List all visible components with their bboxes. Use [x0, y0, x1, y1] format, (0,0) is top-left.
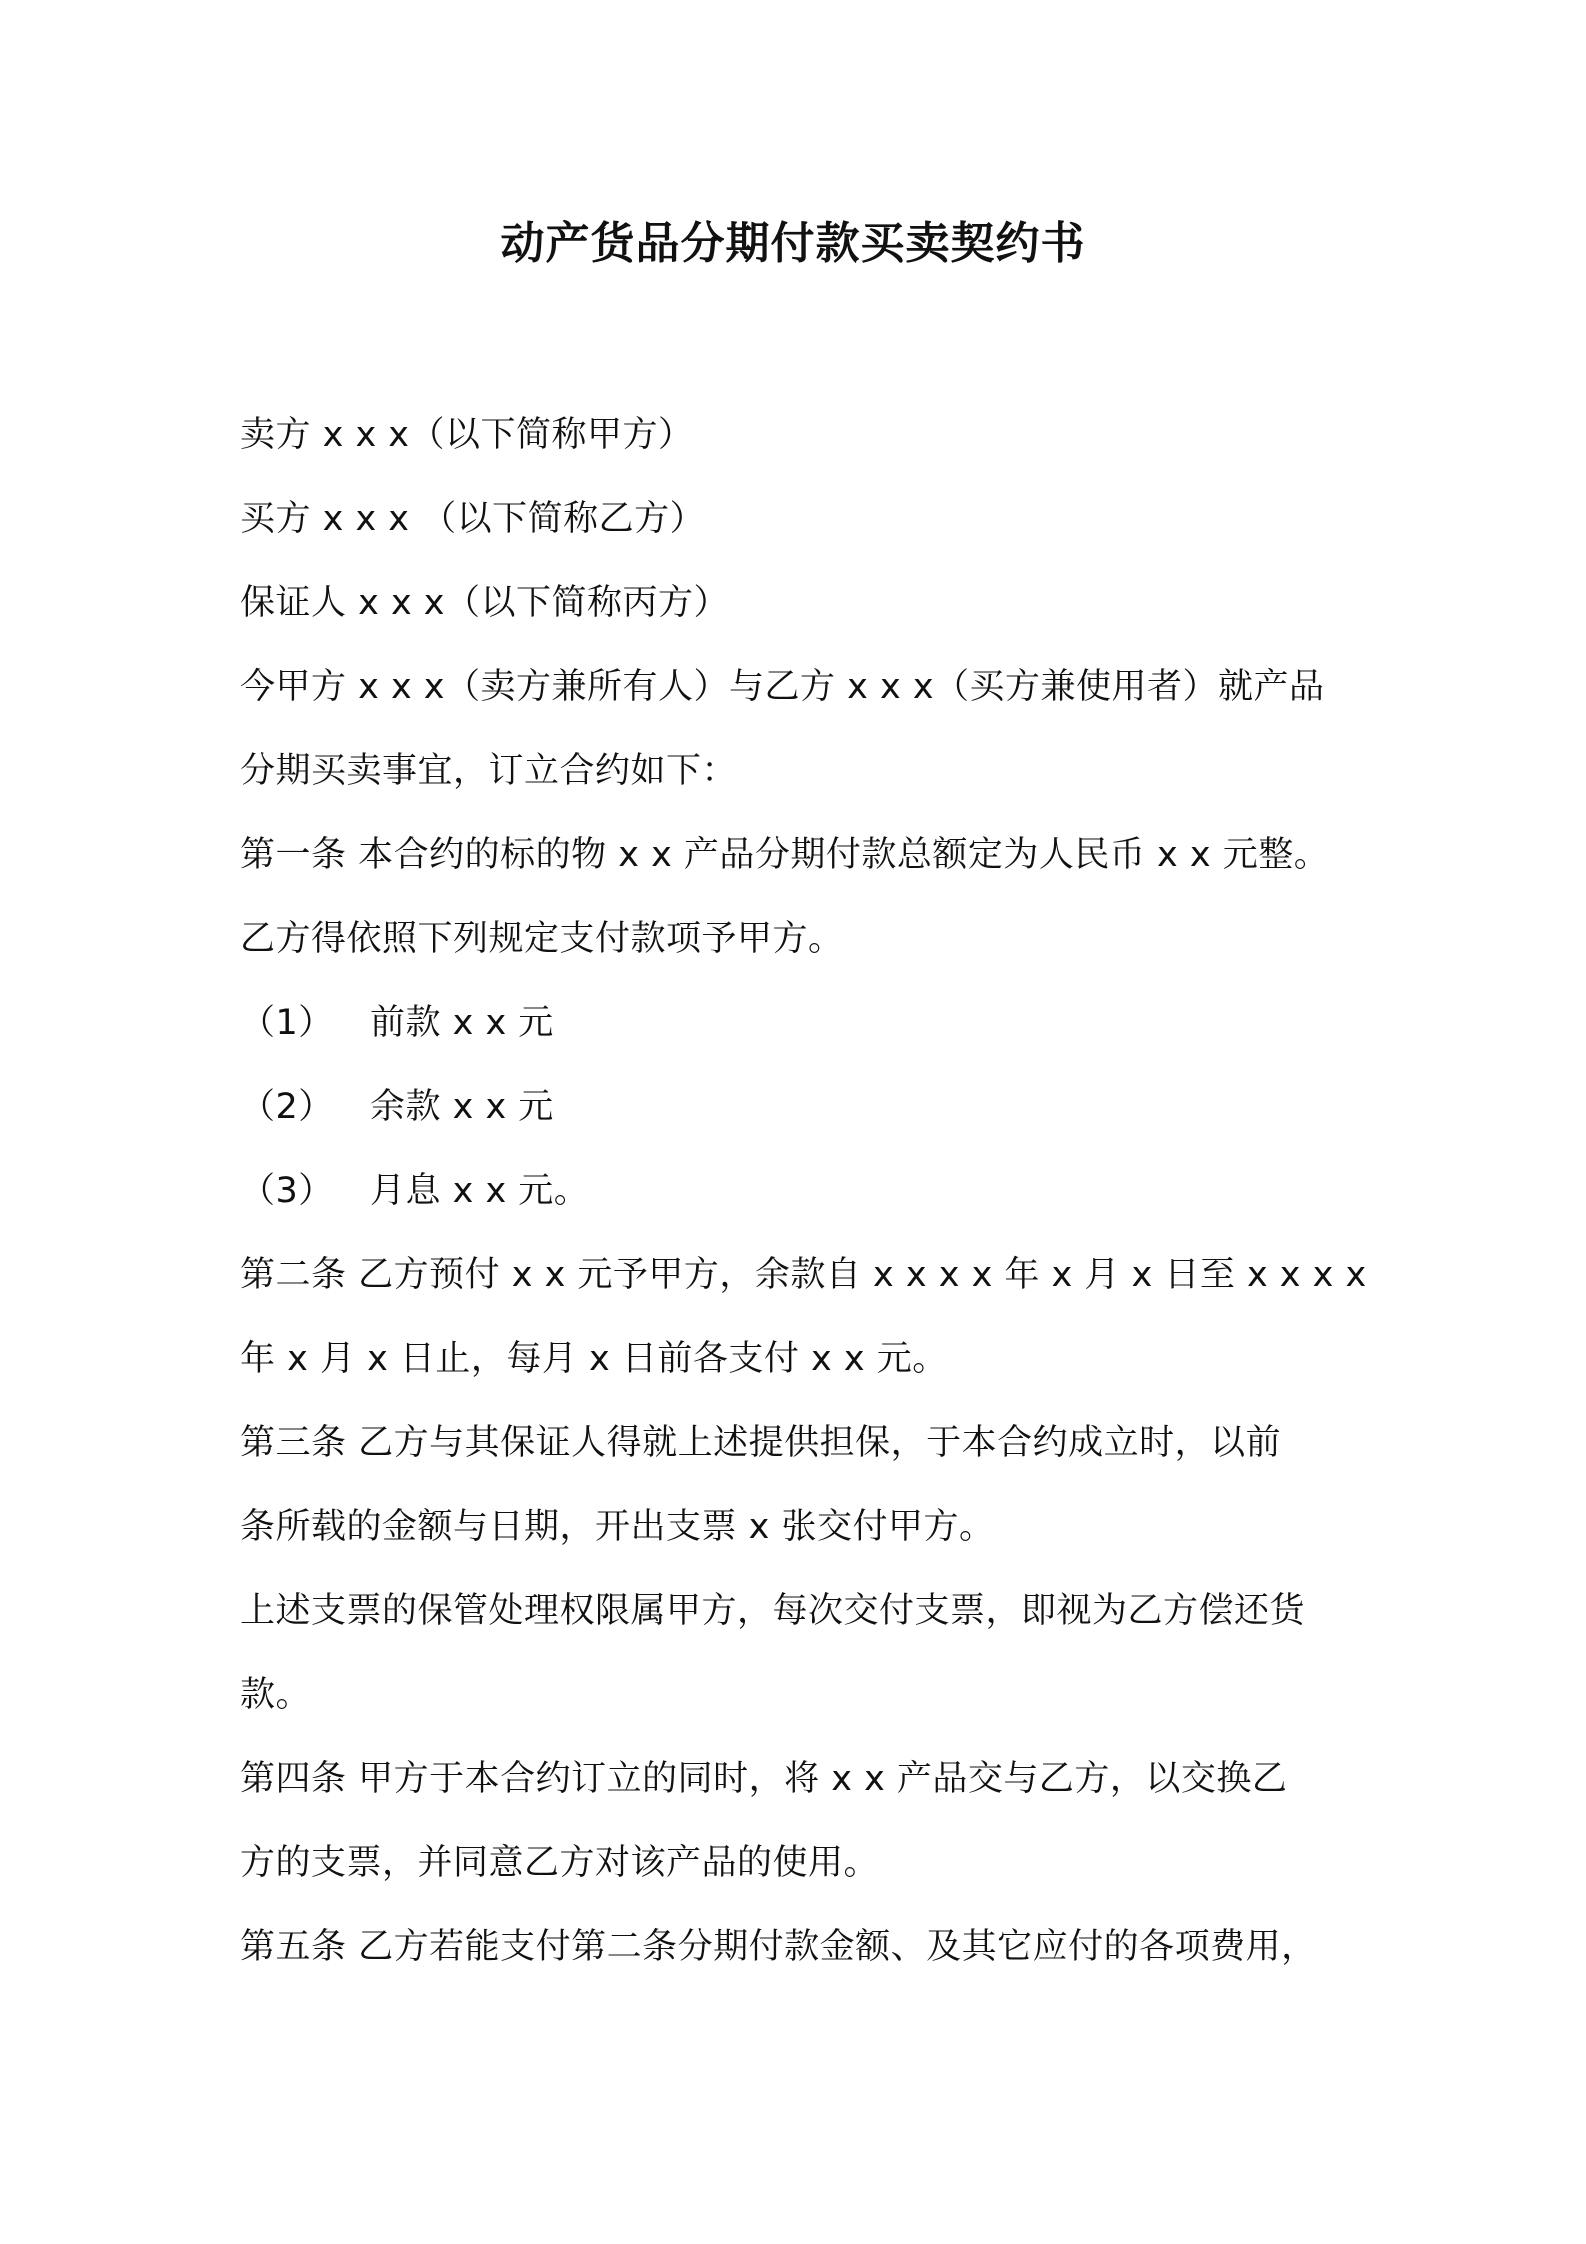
article-2-line-2: 年 x 月 x 日止，每月 x 日前各支付 x x 元。 — [240, 1339, 948, 1379]
buyer-line: 买方 x x x （以下简称乙方） — [240, 499, 706, 539]
guarantor-line: 保证人 x x x（以下简称丙方） — [240, 583, 730, 623]
payment-item — [240, 1163, 1360, 1247]
payment-item-text: 前款 x x 元 — [370, 1003, 554, 1043]
payment-item-number: （3） — [240, 1171, 334, 1211]
payment-item-text: 月息 x x 元。 — [370, 1171, 590, 1211]
document-body — [240, 407, 1367, 2003]
article-2-line-1: 第二条 乙方预付 x x 元予甲方，余款自 x x x x 年 x 月 x 日至 x x x x — [240, 1255, 1367, 1295]
article-3-line-4: 款。 — [240, 1675, 312, 1715]
article-5-line-1: 第五条 乙方若能支付第二条分期付款金额、及其它应付的各项费用， — [240, 1927, 1317, 1967]
article-3-line-3: 上述支票的保管处理权限属甲方，每次交付支票，即视为乙方偿还货 — [240, 1591, 1306, 1631]
preamble-line-2: 分期买卖事宜，订立合约如下： — [240, 751, 738, 791]
payment-item-number: （1） — [240, 1003, 334, 1043]
payment-item — [240, 995, 1360, 1079]
article-1-line-1: 第一条 本合约的标的物 x x 产品分期付款总额定为人民币 x x 元整。 — [240, 835, 1330, 875]
document-title: 动产货品分期付款买卖契约书 — [500, 218, 1086, 269]
article-1-line-2: 乙方得依照下列规定支付款项予甲方。 — [240, 919, 844, 959]
preamble-line-1: 今甲方 x x x（卖方兼所有人）与乙方 x x x（买方兼使用者）就产品 — [240, 667, 1325, 707]
article-4-line-2: 方的支票，并同意乙方对该产品的使用。 — [240, 1843, 880, 1883]
seller-line: 卖方 x x x（以下简称甲方） — [240, 415, 694, 455]
payment-item — [240, 1079, 1360, 1163]
article-3-line-2: 条所载的金额与日期，开出支票 x 张交付甲方。 — [240, 1507, 995, 1547]
payment-item-text: 余款 x x 元 — [370, 1087, 554, 1127]
article-3-line-1: 第三条 乙方与其保证人得就上述提供担保，于本合约成立时，以前 — [240, 1423, 1282, 1463]
payment-item-number: （2） — [240, 1087, 334, 1127]
article-4-line-1: 第四条 甲方于本合约订立的同时，将 x x 产品交与乙方，以交换乙 — [240, 1759, 1288, 1799]
